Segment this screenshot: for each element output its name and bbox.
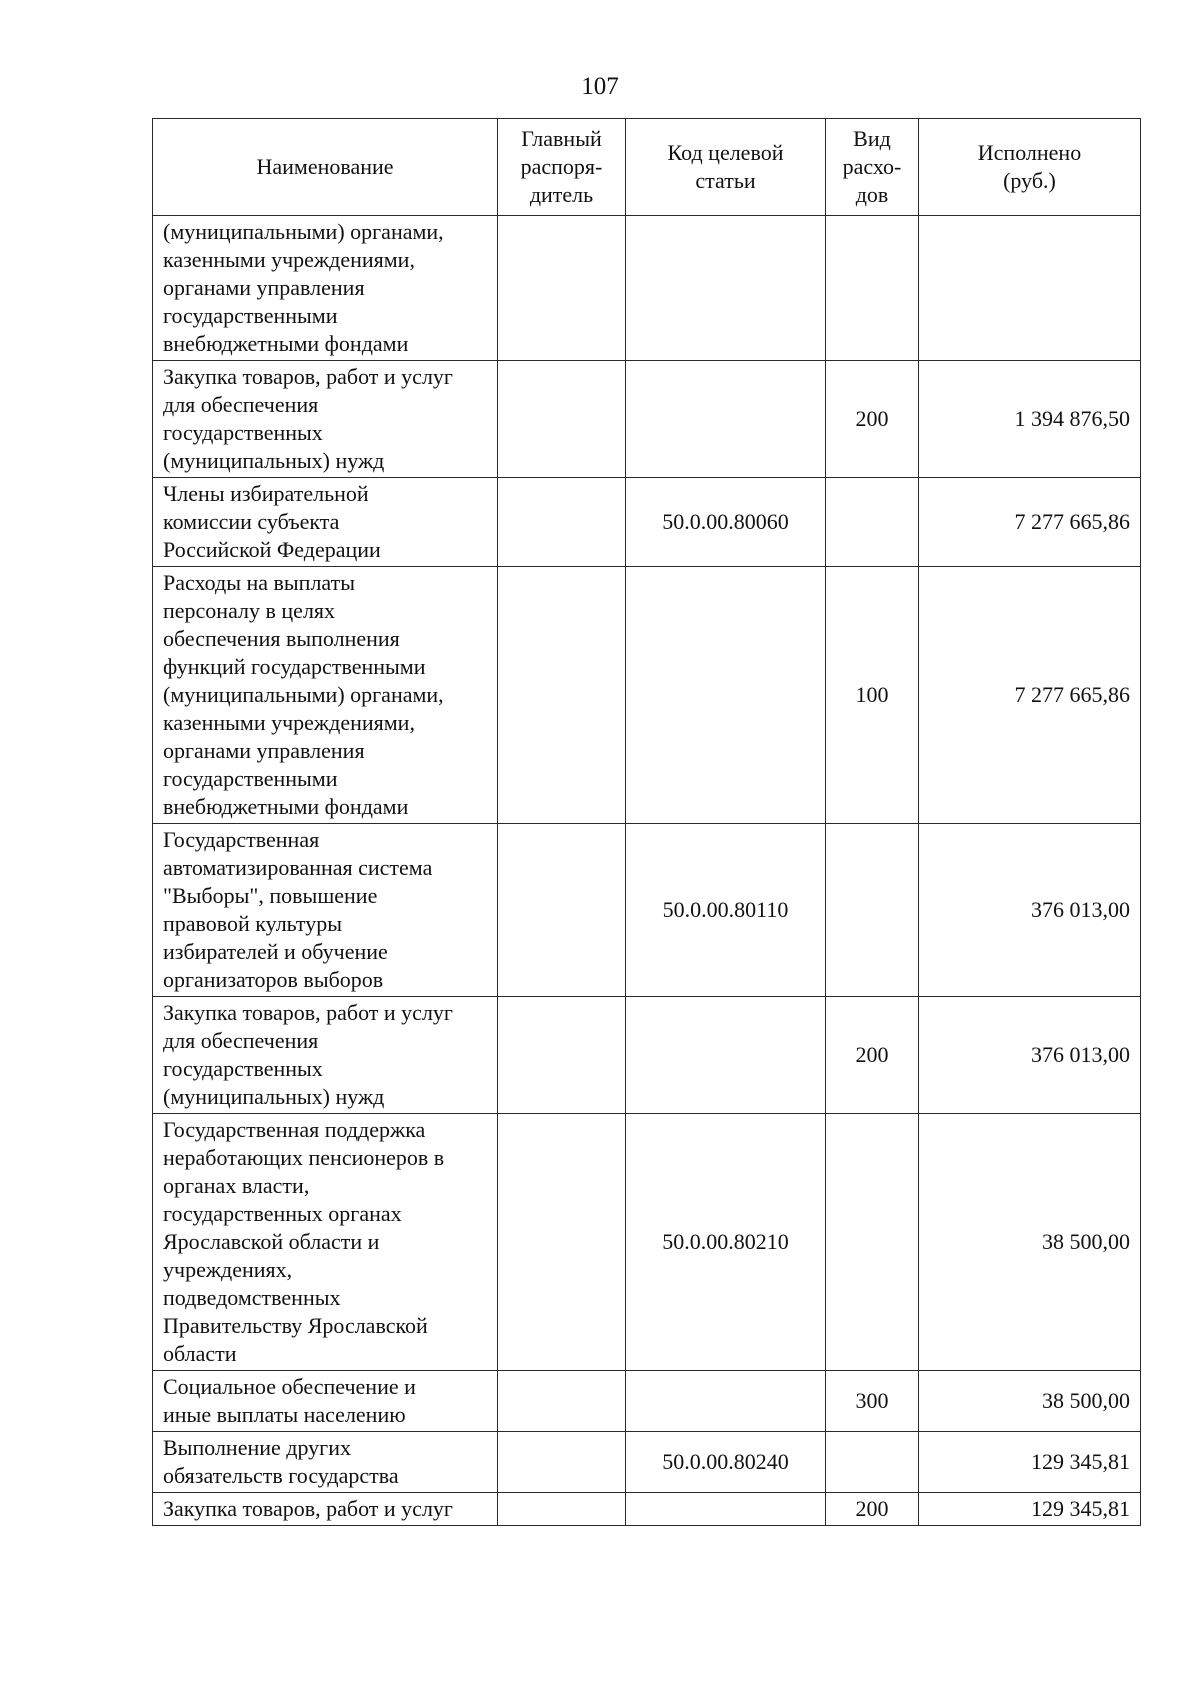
row-target-code: 50.0.00.80210 (626, 1114, 826, 1371)
row-name: (муниципальными) органами, казенными учреждениями, органами управления государственными внебюджетными фондами (153, 216, 498, 361)
row-expense-type (826, 1432, 919, 1493)
row-executed (919, 216, 1141, 361)
row-name: Социальное обеспечение и иные выплаты населению (153, 1371, 498, 1432)
table-row (153, 997, 1141, 1114)
header-name: Наименование (153, 119, 498, 216)
row-expense-type: 200 (826, 997, 919, 1114)
row-expense-type: 100 (826, 567, 919, 824)
row-target-code (626, 216, 826, 361)
row-target-code (626, 1371, 826, 1432)
row-target-code: 50.0.00.80060 (626, 478, 826, 567)
table-row (153, 478, 1141, 567)
row-expense-type: 200 (826, 1493, 919, 1526)
row-name: Выполнение других обязательств государства (153, 1432, 498, 1493)
table-row (153, 361, 1141, 478)
row-main-manager (498, 1493, 626, 1526)
table-row (153, 1432, 1141, 1493)
row-executed: 1 394 876,50 (919, 361, 1141, 478)
page-number: 107 (581, 73, 619, 100)
row-main-manager (498, 216, 626, 361)
row-name: Государственная автоматизированная система "Выборы", повышение правовой культуры избирателей и обучение организаторов выборов (153, 824, 498, 997)
row-expense-type (826, 216, 919, 361)
row-main-manager (498, 1114, 626, 1371)
table-row (153, 216, 1141, 361)
row-expense-type: 300 (826, 1371, 919, 1432)
row-main-manager (498, 1432, 626, 1493)
table-row (153, 1493, 1141, 1526)
table-row (153, 824, 1141, 997)
table-row (153, 1114, 1141, 1371)
row-target-code (626, 997, 826, 1114)
row-main-manager (498, 567, 626, 824)
row-expense-type (826, 478, 919, 567)
header-target-code: Код целевой статьи (626, 119, 826, 216)
row-target-code (626, 1493, 826, 1526)
row-name: Расходы на выплаты персоналу в целях обеспечения выполнения функций государственными (муниципальными) органами, казенными учреждениями, органами управления государственными внебюджетными фондами (153, 567, 498, 824)
table-header-row (153, 119, 1141, 216)
row-executed: 376 013,00 (919, 997, 1141, 1114)
row-main-manager (498, 824, 626, 997)
row-target-code (626, 361, 826, 478)
row-target-code: 50.0.00.80240 (626, 1432, 826, 1493)
row-expense-type: 200 (826, 361, 919, 478)
expenditure-table (152, 118, 1141, 1526)
row-target-code: 50.0.00.80110 (626, 824, 826, 997)
header-executed: Исполнено (руб.) (919, 119, 1141, 216)
row-name: Закупка товаров, работ и услуг (153, 1493, 498, 1526)
row-main-manager (498, 997, 626, 1114)
table-row (153, 1371, 1141, 1432)
row-executed: 376 013,00 (919, 824, 1141, 997)
row-executed: 129 345,81 (919, 1493, 1141, 1526)
row-target-code (626, 567, 826, 824)
header-main-manager: Главный распоря- дитель (498, 119, 626, 216)
row-name: Закупка товаров, работ и услуг для обеспечения государственных (муниципальных) нужд (153, 997, 498, 1114)
row-name: Члены избирательной комиссии субъекта Российской Федерации (153, 478, 498, 567)
row-executed: 7 277 665,86 (919, 567, 1141, 824)
row-executed: 129 345,81 (919, 1432, 1141, 1493)
row-main-manager (498, 1371, 626, 1432)
table-row (153, 567, 1141, 824)
row-executed: 38 500,00 (919, 1371, 1141, 1432)
row-expense-type (826, 824, 919, 997)
row-executed: 7 277 665,86 (919, 478, 1141, 567)
row-main-manager (498, 361, 626, 478)
row-executed: 38 500,00 (919, 1114, 1141, 1371)
row-expense-type (826, 1114, 919, 1371)
row-name: Закупка товаров, работ и услуг для обеспечения государственных (муниципальных) нужд (153, 361, 498, 478)
header-expense-type: Вид расхо- дов (826, 119, 919, 216)
row-main-manager (498, 478, 626, 567)
row-name: Государственная поддержка неработающих пенсионеров в органах власти, государственных органах Ярославской области и учреждениях, подведомственных Правительству Ярославской области (153, 1114, 498, 1371)
